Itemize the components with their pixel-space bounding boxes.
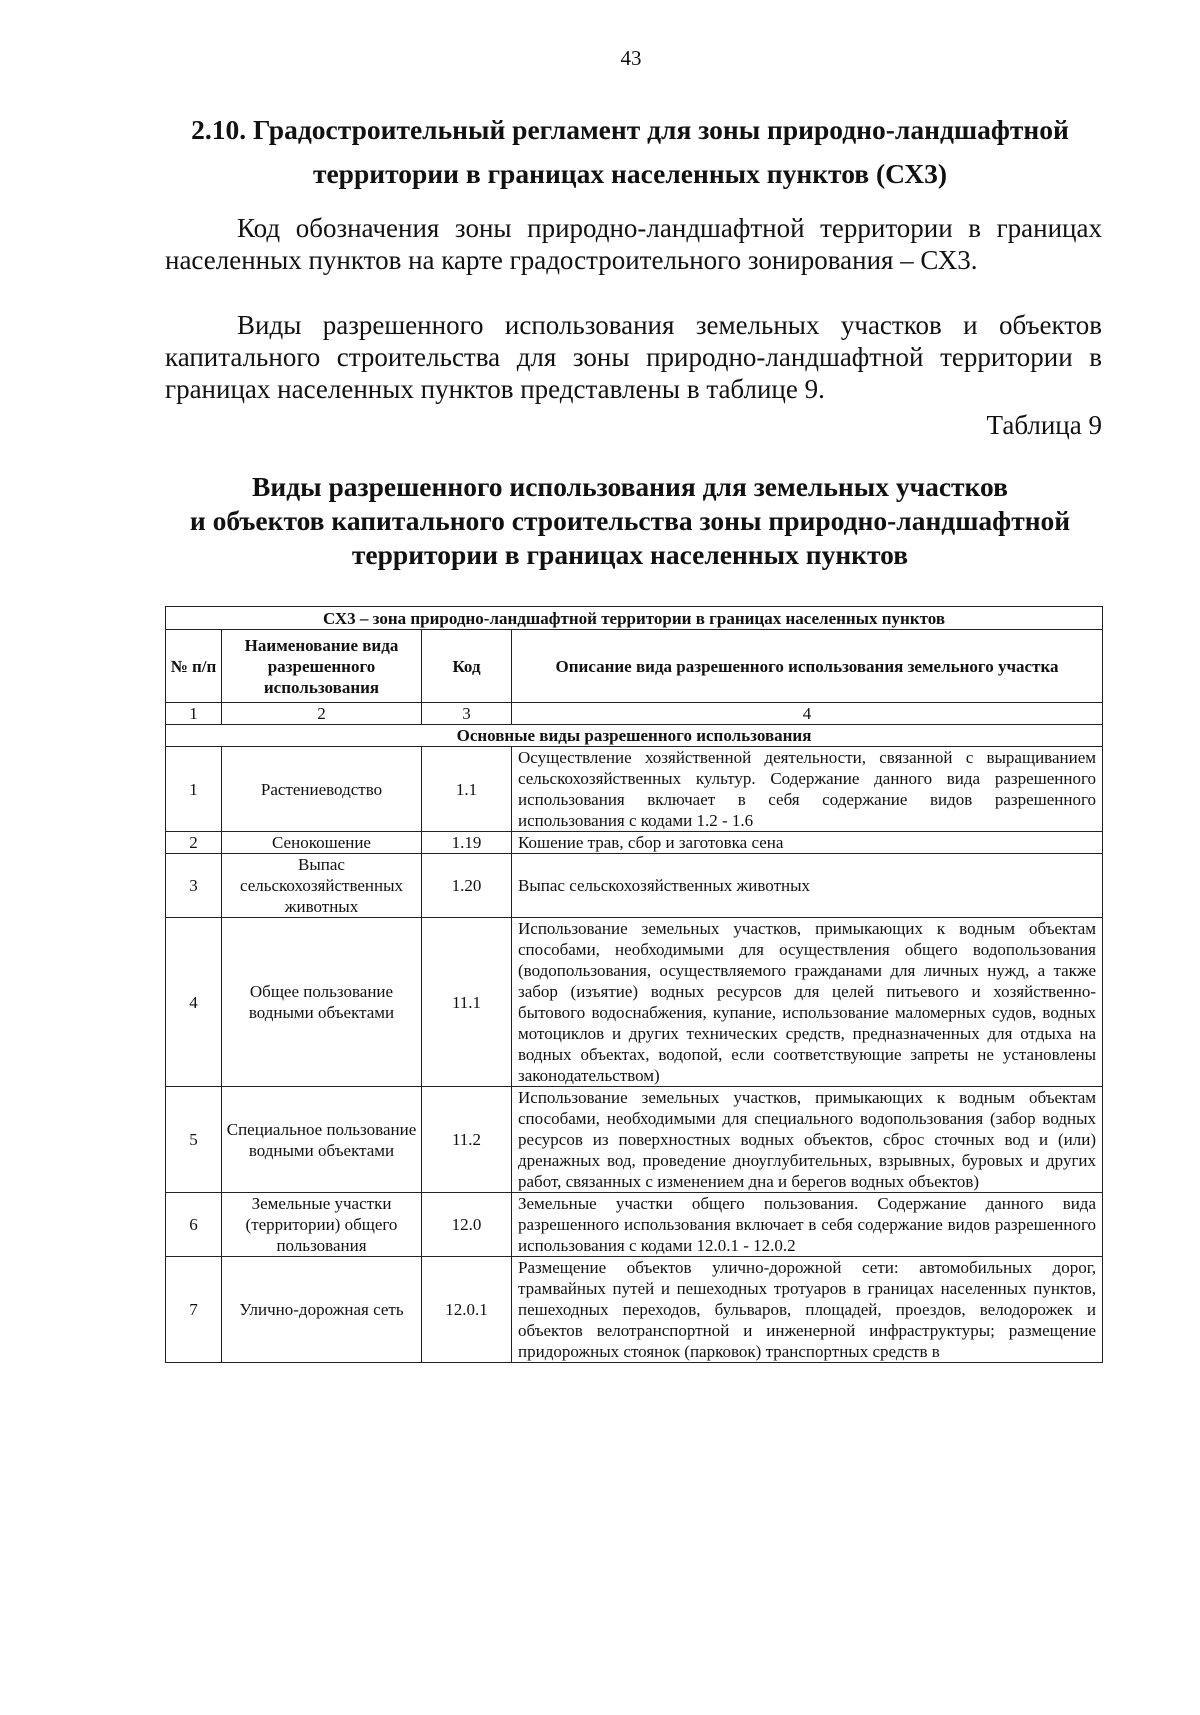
header-name: Наименование вида разрешенного использования: [222, 630, 422, 703]
row-number: 4: [166, 918, 222, 1087]
row-usage-code: 12.0: [422, 1193, 512, 1257]
table-label: Таблица 9: [986, 410, 1102, 440]
row-usage-code: 12.0.1: [422, 1257, 512, 1363]
section-heading: [160, 108, 1100, 196]
zone-code-paragraph: Код обозначения зоны природно-ландшафтной территории в границах населенных пунктов на карте градостроительного зонирования – СХ3.: [165, 213, 1102, 275]
row-usage-description: Использование земельных участков, примыкающих к водным объектам способами, необходимыми для осуществления общего водопользования (водопользования, осуществляемого гражданами для личных нужд, а также забор (изъятие) водных ресурсов для целей питьевого и хозяйственно-бытового водоснабжения, купание, использование маломерных судов, водных мотоциклов и других технических средств, предназначенных для отдыха на водных объектах, водопой, если соответствующие запреты не установлены законодательством): [512, 918, 1103, 1087]
row-usage-description: Использование земельных участков, примыкающих к водным объектам способами, необходимыми для специального водопользования (забор водных ресурсов из поверхностных водных объектов, сброс сточных вод и (или) дренажных вод, проведение дноуглубительных, взрывных, буровых и других работ, связанных с изменением дна и берегов водных объектов): [512, 1087, 1103, 1193]
header-code: Код: [422, 630, 512, 703]
section-heading-line-2: территории в границах населенных пунктов (СХ3): [312, 158, 948, 189]
table-heading-line-1: Виды разрешенного использования для земельных участков: [252, 471, 1008, 502]
row-number: 7: [166, 1257, 222, 1363]
section-heading-line-1: 2.10. Градостроительный регламент для зоны природно-ландшафтной: [191, 114, 1069, 145]
row-usage-name: Специальное пользование водными объектами: [222, 1087, 422, 1193]
column-number: 3: [422, 703, 512, 725]
table-row: [166, 1193, 1103, 1257]
table-row: [166, 832, 1103, 854]
row-usage-name: Земельные участки (территории) общего пользования: [222, 1193, 422, 1257]
row-number: 6: [166, 1193, 222, 1257]
row-usage-name: Сенокошение: [222, 832, 422, 854]
table-header-row: [166, 630, 1103, 703]
group-title-cell: Основные виды разрешенного использования: [166, 725, 1103, 747]
usage-types-table: [165, 606, 1103, 1363]
table-row: [166, 918, 1103, 1087]
page-number: 43: [620, 46, 642, 70]
row-number: 2: [166, 832, 222, 854]
row-usage-description: Кошение трав, сбор и заготовка сена: [512, 832, 1103, 854]
header-num: № п/п: [166, 630, 222, 703]
row-usage-name: Общее пользование водными объектами: [222, 918, 422, 1087]
row-usage-description: Осуществление хозяйственной деятельности, связанной с выращиванием сельскохозяйственных культур. Содержание данного вида разрешенного использования включает в себя содержание видов разрешенного использования с кодами 1.2 - 1.6: [512, 747, 1103, 832]
row-usage-description: Земельные участки общего пользования. Содержание данного вида разрешенного использования включает в себя содержание видов разрешенного использования с кодами 12.0.1 - 12.0.2: [512, 1193, 1103, 1257]
row-number: 1: [166, 747, 222, 832]
table-row: [166, 1087, 1103, 1193]
usage-types-paragraph: Виды разрешенного использования земельных участков и объектов капитального строительства для зоны природно-ландшафтной территории в границах населенных пунктов представлены в таблице 9.: [165, 310, 1102, 404]
row-usage-name: Улично-дорожная сеть: [222, 1257, 422, 1363]
table-title-row: [166, 607, 1103, 630]
header-description: Описание вида разрешенного использования земельного участка: [512, 630, 1103, 703]
row-usage-name: Выпас сельскохозяйственных животных: [222, 854, 422, 918]
row-usage-description: Размещение объектов улично-дорожной сети: автомобильных дорог, трамвайных путей и пешеходных тротуаров в границах населенных пунктов, пешеходных переходов, бульваров, площадей, проездов, велодорожек и объектов велотранспортной и инженерной инфраструктуры; размещение придорожных стоянок (парковок) транспортных средств в: [512, 1257, 1103, 1363]
row-number: 3: [166, 854, 222, 918]
row-usage-description: Выпас сельскохозяйственных животных: [512, 854, 1103, 918]
table-heading-line-2: и объектов капитального строительства зоны природно-ландшафтной: [189, 505, 1071, 536]
row-usage-code: 1.19: [422, 832, 512, 854]
zone-title-cell: СХ3 – зона природно-ландшафтной территории в границах населенных пунктов: [166, 607, 1103, 630]
table-row: [166, 1257, 1103, 1363]
row-usage-code: 11.1: [422, 918, 512, 1087]
table-row: [166, 854, 1103, 918]
column-number-row: [166, 703, 1103, 725]
table-heading-line-3: территории в границах населенных пунктов: [351, 539, 909, 570]
column-number: 4: [512, 703, 1103, 725]
column-number: 2: [222, 703, 422, 725]
row-usage-code: 1.20: [422, 854, 512, 918]
row-number: 5: [166, 1087, 222, 1193]
column-number: 1: [166, 703, 222, 725]
row-usage-code: 11.2: [422, 1087, 512, 1193]
row-usage-name: Растениеводство: [222, 747, 422, 832]
row-usage-code: 1.1: [422, 747, 512, 832]
table-row: [166, 747, 1103, 832]
group-title-row: [166, 725, 1103, 747]
table-heading: [160, 470, 1100, 572]
